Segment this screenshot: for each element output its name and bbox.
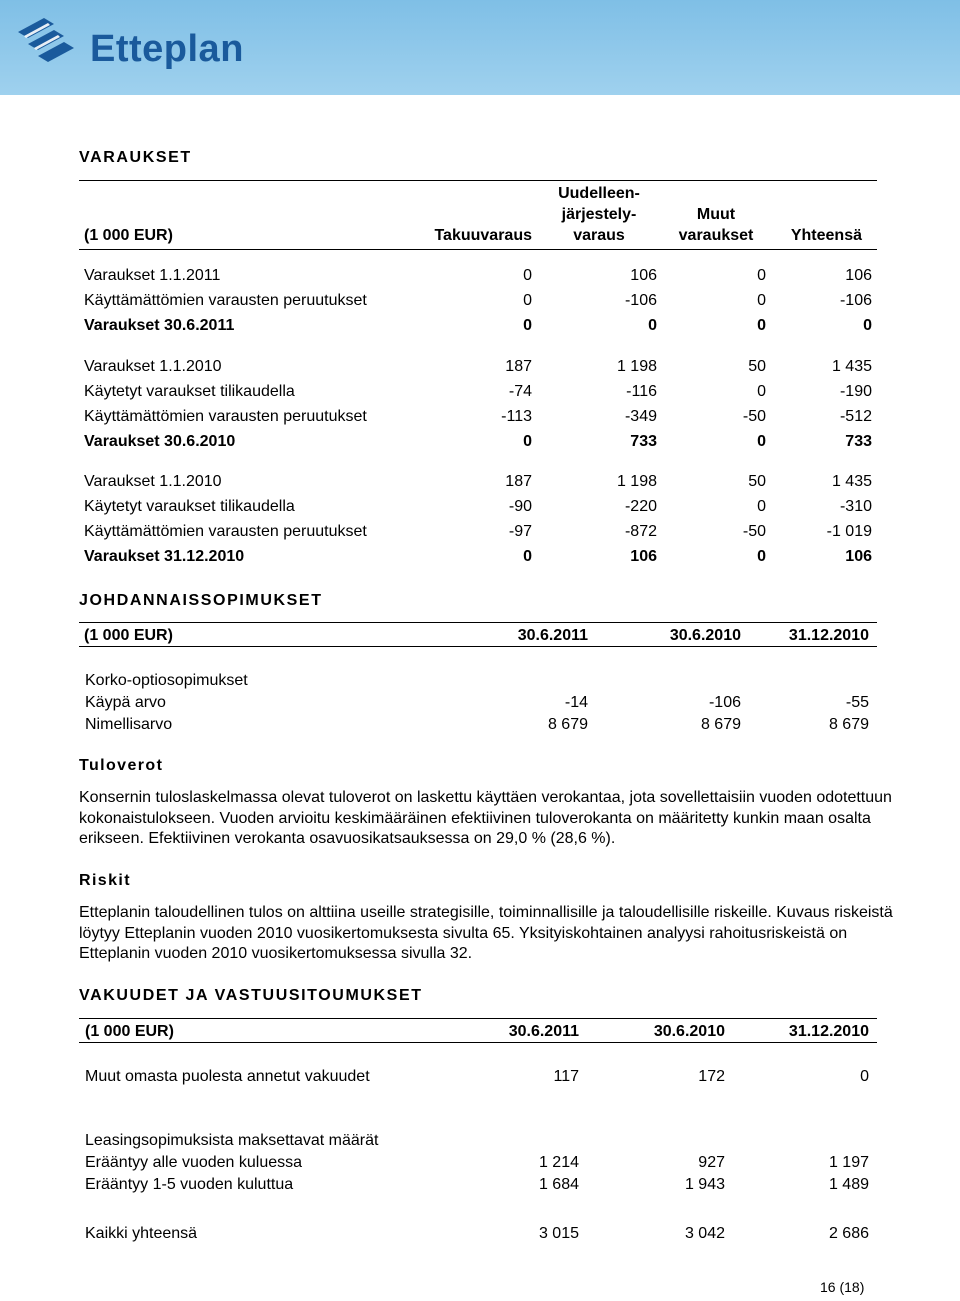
col-uudelleen-1: Uudelleen- xyxy=(558,185,640,202)
row-label: Käytetyt varaukset tilikaudella xyxy=(84,383,295,400)
divider xyxy=(79,180,877,181)
cell-yhteensa: -512 xyxy=(839,408,872,425)
col-date-2: 30.6.2010 xyxy=(669,627,741,644)
cell: 8 679 xyxy=(828,716,869,733)
divider xyxy=(79,1042,877,1043)
tuloverot-title: Tuloverot xyxy=(79,757,164,774)
row-label: Käyttämättömien varausten peruutukset xyxy=(84,292,367,309)
cell: 1 684 xyxy=(538,1176,579,1193)
cell-muut: -50 xyxy=(742,523,766,540)
cell-yhteensa: -190 xyxy=(839,383,872,400)
cell-muut: 0 xyxy=(757,267,766,284)
cell-yhteensa: 733 xyxy=(845,433,872,450)
col-unit: (1 000 EUR) xyxy=(85,1023,174,1040)
divider xyxy=(79,646,877,647)
row-label: Varaukset 31.12.2010 xyxy=(84,548,245,565)
riskit-title: Riskit xyxy=(79,872,131,889)
cell-muut: 0 xyxy=(757,548,766,565)
row-label: Käypä arvo xyxy=(85,694,166,711)
col-takuu: Takuuvaraus xyxy=(434,227,532,244)
cell-yhteensa: 106 xyxy=(845,548,872,565)
cell-uudelleen: 106 xyxy=(630,548,657,565)
riskit-text: Etteplanin taloudellinen tulos on alttiina useille strategisille, toiminnallisille ja taloudellisille riskeille. Kuvaus riskeistä löytyy Etteplanin vuoden 2010 vuosikertomuksesta sivulta 65. Yksityiskohtainen analyysi rahoitusriskeistä on Etteplanin vuoden 2010 vuosikertomuksessa sivulla 32. xyxy=(79,904,893,962)
cell: 8 679 xyxy=(547,716,588,733)
cell-uudelleen: 1 198 xyxy=(616,473,657,490)
cell-uudelleen: 106 xyxy=(630,267,657,284)
col-date-3: 31.12.2010 xyxy=(788,1023,869,1040)
group-label: Korko-optiosopimukset xyxy=(85,672,248,689)
cell: 8 679 xyxy=(700,716,741,733)
cell-muut: 0 xyxy=(757,317,766,334)
cell-takuu: -90 xyxy=(508,498,532,515)
cell-muut: 50 xyxy=(748,473,766,490)
divider xyxy=(79,1018,877,1019)
etteplan-logo-icon xyxy=(14,14,82,76)
cell-takuu: 0 xyxy=(523,548,532,565)
cell-yhteensa: 1 435 xyxy=(831,358,872,375)
cell: 1 943 xyxy=(684,1176,725,1193)
cell-yhteensa: -106 xyxy=(839,292,872,309)
cell-takuu: -74 xyxy=(508,383,532,400)
cell-muut: -50 xyxy=(742,408,766,425)
cell: 1 214 xyxy=(538,1154,579,1171)
row-label: Nimellisarvo xyxy=(85,716,173,733)
row-label: Kaikki yhteensä xyxy=(85,1225,198,1242)
col-date-3: 31.12.2010 xyxy=(788,627,869,644)
cell-takuu: 0 xyxy=(523,317,532,334)
cell-takuu: 0 xyxy=(523,292,532,309)
col-uudelleen-3: varaus xyxy=(573,227,625,244)
cell-uudelleen: -116 xyxy=(626,383,657,400)
cell-uudelleen: -349 xyxy=(624,408,657,425)
varaukset-title: VARAUKSET xyxy=(79,149,192,166)
cell-uudelleen: -106 xyxy=(624,292,657,309)
cell-muut: 50 xyxy=(748,358,766,375)
cell-takuu: -97 xyxy=(508,523,532,540)
cell: -55 xyxy=(845,694,869,711)
row-label: Varaukset 1.1.2011 xyxy=(84,267,221,284)
cell-muut: 0 xyxy=(757,383,766,400)
cell-yhteensa: 1 435 xyxy=(831,473,872,490)
col-unit: (1 000 EUR) xyxy=(84,227,173,244)
row-label: Erääntyy 1-5 vuoden kuluttua xyxy=(85,1176,294,1193)
cell-yhteensa: 106 xyxy=(845,267,872,284)
row-label: Varaukset 30.6.2011 xyxy=(84,317,235,334)
cell-uudelleen: 1 198 xyxy=(616,358,657,375)
cell-muut: 0 xyxy=(757,292,766,309)
leasing-label: Leasingsopimuksista maksettavat määrät xyxy=(85,1132,379,1149)
cell-takuu: 0 xyxy=(523,267,532,284)
col-muut-2: varaukset xyxy=(678,227,754,244)
row-label: Käyttämättömien varausten peruutukset xyxy=(84,408,367,425)
cell-takuu: 187 xyxy=(505,358,532,375)
logo-text: Etteplan xyxy=(90,28,244,70)
row-label: Käytetyt varaukset tilikaudella xyxy=(84,498,295,515)
cell-uudelleen: -220 xyxy=(624,498,657,515)
header-banner xyxy=(0,0,960,95)
cell: 3 015 xyxy=(538,1225,579,1242)
cell: -106 xyxy=(708,694,741,711)
row-label: Varaukset 1.1.2010 xyxy=(84,473,222,490)
cell: 0 xyxy=(860,1068,869,1085)
row-label: Muut omasta puolesta annetut vakuudet xyxy=(85,1068,370,1085)
cell-yhteensa: -1 019 xyxy=(826,523,872,540)
page-number: 16 (18) xyxy=(820,1279,865,1295)
cell: 927 xyxy=(698,1154,725,1171)
col-unit: (1 000 EUR) xyxy=(84,627,173,644)
cell: 2 686 xyxy=(828,1225,869,1242)
row-label: Käyttämättömien varausten peruutukset xyxy=(84,523,367,540)
divider xyxy=(79,249,877,250)
col-yhteensa: Yhteensä xyxy=(790,227,862,244)
cell-takuu: 187 xyxy=(505,473,532,490)
cell: -14 xyxy=(564,694,588,711)
cell-yhteensa: -310 xyxy=(839,498,872,515)
row-label: Varaukset 1.1.2010 xyxy=(84,358,222,375)
row-label: Erääntyy alle vuoden kuluessa xyxy=(85,1154,303,1171)
cell-takuu: -113 xyxy=(501,408,532,425)
vakuudet-title: VAKUUDET JA VASTUUSITOUMUKSET xyxy=(79,987,423,1004)
row-label: Varaukset 30.6.2010 xyxy=(84,433,236,450)
col-muut-1: Muut xyxy=(696,206,736,223)
cell-muut: 0 xyxy=(757,498,766,515)
cell: 3 042 xyxy=(684,1225,725,1242)
cell-uudelleen: 733 xyxy=(630,433,657,450)
cell-uudelleen: 0 xyxy=(648,317,657,334)
cell-uudelleen: -872 xyxy=(624,523,657,540)
cell: 117 xyxy=(553,1068,579,1085)
divider xyxy=(79,622,877,623)
cell-yhteensa: 0 xyxy=(863,317,872,334)
col-date-1: 30.6.2011 xyxy=(508,1023,579,1040)
cell-muut: 0 xyxy=(757,433,766,450)
col-uudelleen-2: järjestely- xyxy=(561,206,637,223)
cell: 1 489 xyxy=(828,1176,869,1193)
cell: 1 197 xyxy=(828,1154,869,1171)
cell-takuu: 0 xyxy=(523,433,532,450)
johdannaiset-title: JOHDANNAISSOPIMUKSET xyxy=(79,592,323,609)
col-date-1: 30.6.2011 xyxy=(517,627,588,644)
cell: 172 xyxy=(698,1068,725,1085)
tuloverot-text: Konsernin tuloslaskelmassa olevat tuloverot on laskettu käyttäen verokantaa, jota sovellettaisiin vuoden odotettuun kokonaistulokseen. Vuoden arvioitu keskimääräinen efektiivinen tuloverokanta on määritetty kunkin maan osalta erikseen. Efektiivinen verokanta osavuosikatsauksessa on 29,0 % (28,6 %). xyxy=(79,789,892,847)
col-date-2: 30.6.2010 xyxy=(653,1023,725,1040)
